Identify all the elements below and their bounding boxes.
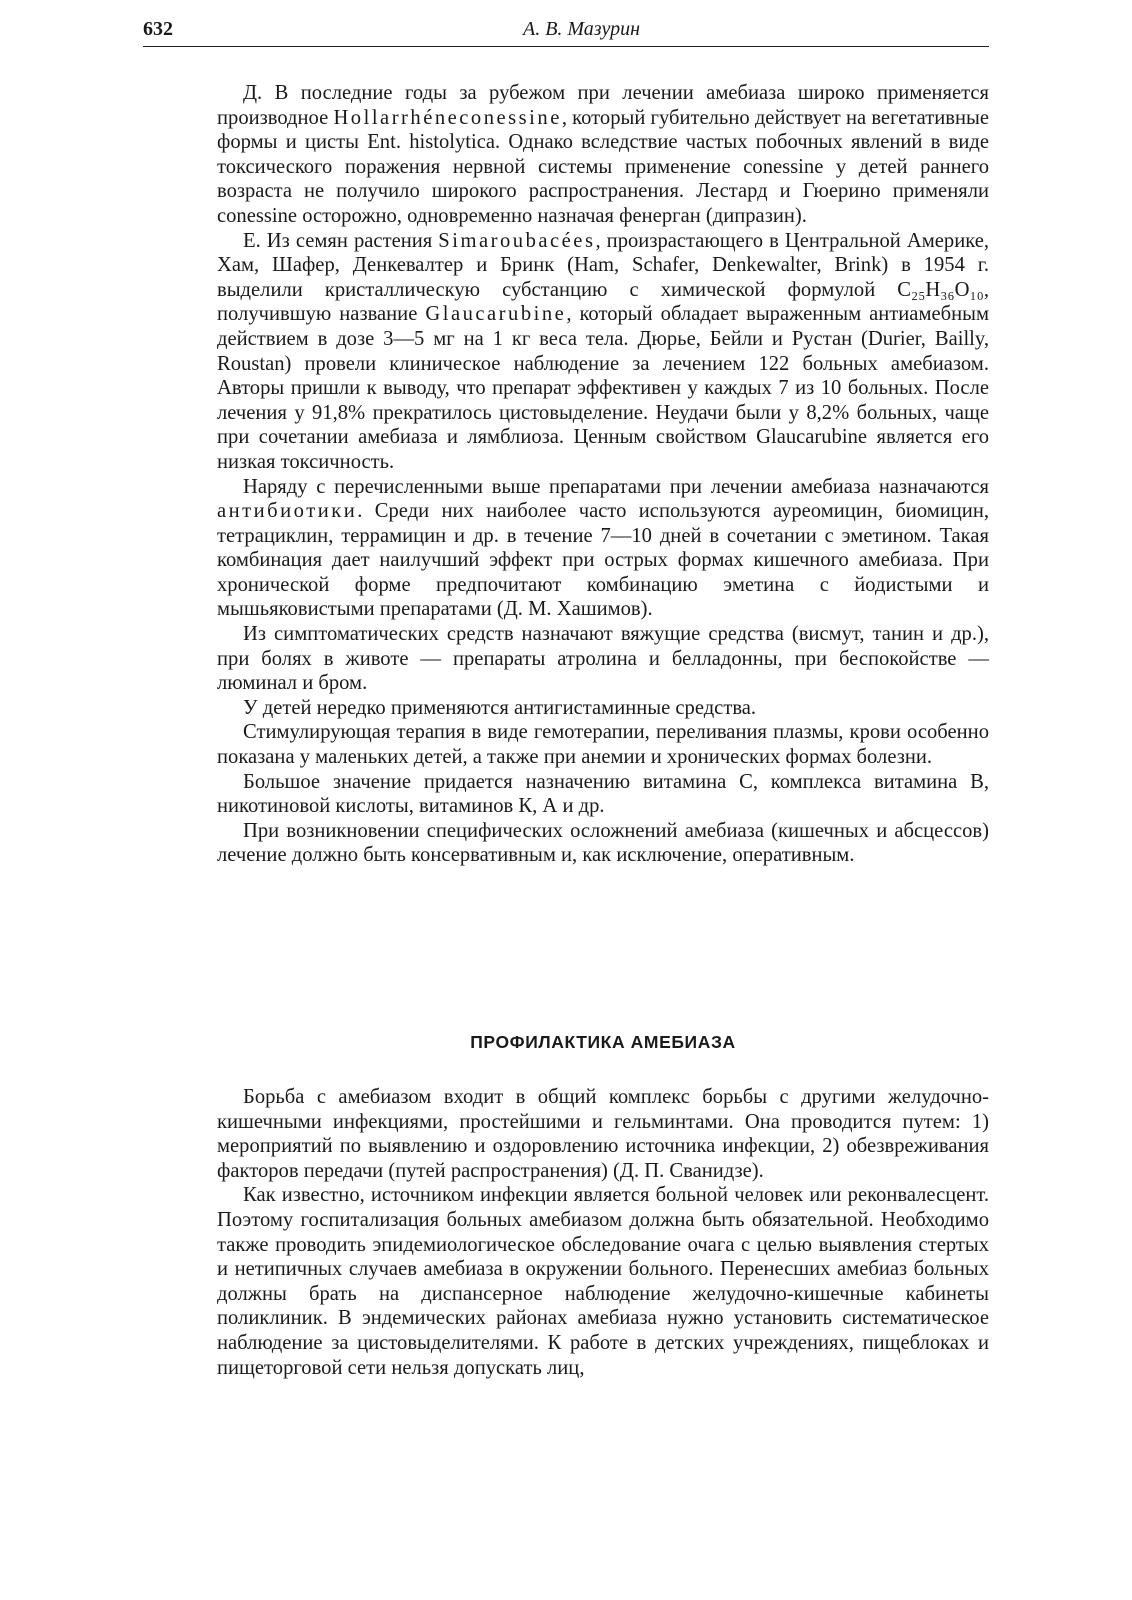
paragraph-conessine xyxy=(217,81,989,229)
paragraph-text: Наряду с перечисленными выше препаратами при лечении амебиаза назначаются xyxy=(243,475,989,498)
prophylaxis-text xyxy=(217,1085,989,1380)
paragraph-text: . Среди них наиболее часто используются ауреомицин, биомицин, тетрациклин, террамицин и др. в течение 7—10 дней в сочетании с эметином. Такая комбинация дает наилучший эффект при острых формах кишечного амебиаза. При хронической форме предпочитают комбинацию эметина с йодистыми и мышьяковистыми препаратами (Д. М. Хашимов). xyxy=(217,500,989,621)
paragraph-text: , произрастающего в Центральной Америке, Хам, Шафер, Денкевалтер и Бринк (Ham, Schafer, Denkewalter, Brink) в 1954 г. выделили кристаллическую субстанцию с химической формулой C₂₅H₃₆O₁₀, получившую название xyxy=(217,229,990,326)
paragraph-text: , который губительно действует на вегетативные формы и цисты Ent. histolytica. Однако вследствие частых побочных явлений в виде токсического поражения нервной системы применение conessine у детей раннего возраста не получило широкого распространения. Лестард и Гюерино применяли conessine осторожно, одновременно назначая фенерган (дипразин). xyxy=(217,106,989,227)
paragraph-antihistamine: У детей нередко применяются антигистаминные средства. xyxy=(243,696,757,719)
paragraph-text: , который обладает выраженным антиамебным действием в дозе 3—5 мг на 1 кг веса тела. Дюрье, Бейли и Рустан (Durier, Bailly, Roustan) провели клиническое наблюдение за лечением 122 больных амебиазом. Авторы пришли к выводу, что препарат эффективен у каждых 7 из 10 больных. После лечения у 91,8% прекратилось цистовыделение. Неудачи были у 8,2% больных, чаще при сочетании амебиаза и лямблиоза. Ценным свойством Glaucarubine является его низкая токсичность. xyxy=(217,303,989,473)
paragraph-symptomatic: Из симптоматических средств назначают вяжущие средства (висмут, танин и др.), при болях в животе — препараты атролина и белладонны, при беспокойстве — люминал и бром. xyxy=(217,623,989,695)
paragraph-prophylaxis-measures: Как известно, источником инфекции является больной человек или реконвалесцент. Поэтому госпитализация больных амебиазом должна быть обязательной. Необходимо также проводить эпидемиологическое обследование очага с целью выявления стертых и нетипичных случаев амебиаза в окружении больного. Перенесших амебиаз больных должны брать на диспансерное наблюдение желудочно-кишечные кабинеты поликлиник. В эндемических районах амебиаза нужно установить систематическое наблюдение за цистовыделителями. К работе в детских учреждениях, пищеблоках и пищеторговой сети нельзя допускать лиц, xyxy=(217,1184,989,1379)
paragraph-text: Д. В последние годы за рубежом при лечении амебиаза широко применяется производное xyxy=(217,82,989,129)
section-heading: ПРОФИЛАКТИКА АМЕБИАЗА xyxy=(470,1032,736,1052)
paragraph-text: Е. Из семян растения xyxy=(243,229,439,252)
paragraph-antibiotics xyxy=(217,475,989,623)
paragraph-prophylaxis-intro: Борьба с амебиазом входит в общий комплекс борьбы с другими желудочно-кишечными инфекциями, простейшими и гельминтами. Она проводится путем: 1) мероприятий по выявлению и оздоровлению источника инфекции, 2) обезвреживания факторов передачи (путей распространения) (Д. П. Сванидзе). xyxy=(217,1086,989,1182)
running-head xyxy=(143,16,989,47)
treatment-text xyxy=(217,81,989,868)
paragraph-vitamins: Большое значение придается назначению витамина С, комплекса витамина В, никотиновой кислоты, витаминов К, А и др. xyxy=(217,770,989,818)
paragraph-glaucarubine xyxy=(217,229,989,475)
drug-name-spaced: Hollarrhéneconessine xyxy=(333,106,562,129)
running-title: А. В. Мазурин xyxy=(523,18,641,40)
term-spaced: антибиотики xyxy=(217,500,358,523)
paragraph-complications: При возникновении специфических осложнений амебиаза (кишечных и абсцессов) лечение должно быть консервативным и, как исключение, оперативным. xyxy=(217,819,989,867)
page-number: 632 xyxy=(143,18,173,40)
plant-name-spaced: Simaroubacées xyxy=(438,229,596,252)
drug-name-spaced: Glaucarubine xyxy=(425,303,567,326)
paragraph-stimulating-therapy: Стимулирующая терапия в виде гемотерапии, переливания плазмы, крови особенно показана у маленьких детей, а также при анемии и хронических формах болезни. xyxy=(217,721,989,769)
